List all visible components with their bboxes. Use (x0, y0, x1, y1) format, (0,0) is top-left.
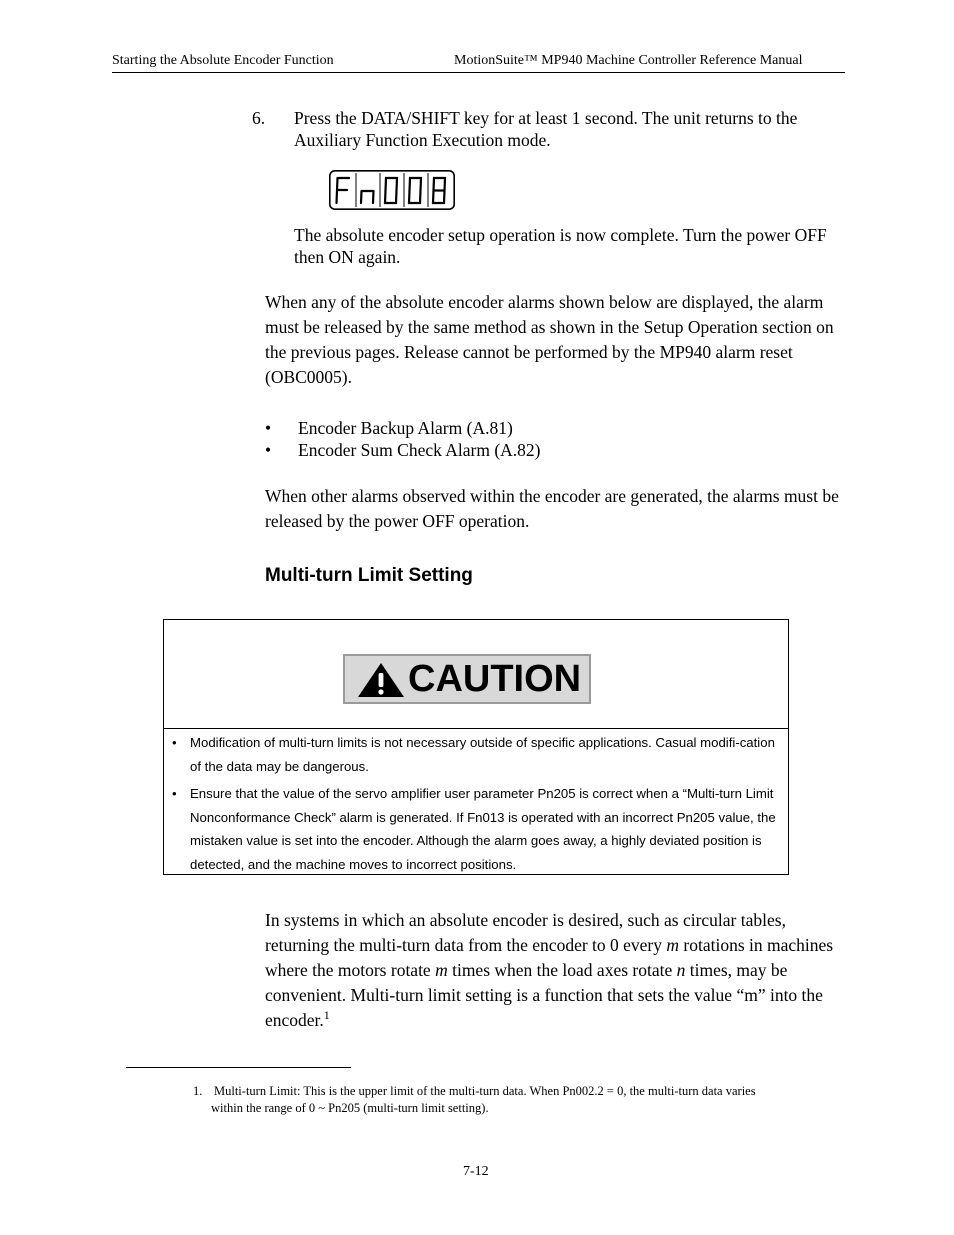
footnote-number: 1. (193, 1084, 203, 1098)
step-number: 6. (252, 108, 266, 128)
multi-turn-paragraph: In systems in which an absolute encoder is desired, such as circular tables, returning the multi-turn data from the encoder to 0 every m rotations in machines where the motors rotate m times when the load axes rotate n times, may be convenient. Multi-turn limit setting is a function that sets the value “m” into the encoder.$^1$ (265, 910, 834, 1030)
alarm-list (265, 417, 541, 461)
operator-display (329, 170, 455, 210)
list-item: • Modification of multi-turn limits is not necessary outside of specific applications. Casual modifi-cation of the data may be dangerous. (172, 731, 780, 778)
bullet: • (265, 440, 272, 460)
header-rule (112, 72, 845, 73)
caution-list (172, 731, 780, 880)
list-item: • Encoder Sum Check Alarm (A.82) (265, 440, 541, 460)
footnote-reference: 1 (323, 1008, 330, 1022)
running-header-section: Starting the Absolute Encoder Function (112, 53, 334, 68)
footnote: 1. Multi-turn Limit: This is the upper limit of the multi-turn data. When Pn002.2 = 0, the multi-turn data varies within the range of 0 ~ Pn205 (multi-turn limit setting). (193, 1084, 756, 1115)
bullet: • (172, 786, 177, 801)
caution-badge (343, 654, 591, 704)
step-text: Press the DATA/SHIFT key for at least 1 second. The unit returns to the Auxiliary Function Execution mode. (294, 108, 798, 150)
list-item: • Encoder Backup Alarm (A.81) (265, 418, 513, 438)
seven-segment-display-icon (329, 170, 455, 210)
list-item: • Ensure that the value of the servo amplifier user parameter Pn205 is correct when a “Multi-turn Limit Nonconformance Check” alarm is generated. If Fn013 is operated with an incorrect Pn205 value, the mistaken value is set into the encoder. Although the alarm goes away, a highly deviated position is detected, and the machine moves to incorrect positions. (172, 782, 780, 876)
running-header-title: MotionSuite™ MP940 Machine Controller Reference Manual (454, 53, 803, 68)
caution-divider (163, 728, 789, 729)
power-off-paragraph: When other alarms observed within the encoder are generated, the alarms must be released by the power OFF operation. (265, 486, 839, 531)
alarm-release-paragraph: When any of the absolute encoder alarms shown below are displayed, the alarm must be released by the same method as shown in the Setup Operation section on the previous pages. Release cannot be performed by the MP940 alarm reset (OBC0005). (265, 292, 834, 387)
page-number: 7-12 (463, 1164, 489, 1179)
bullet: • (265, 418, 272, 438)
section-heading: Multi-turn Limit Setting (265, 565, 473, 586)
warning-triangle-icon (357, 662, 405, 698)
caution-label: CAUTION (408, 658, 582, 700)
footnote-rule (126, 1067, 351, 1068)
bullet: • (172, 735, 177, 750)
step-result-text: The absolute encoder setup operation is now complete. Turn the power OFF then ON again. (294, 225, 827, 267)
